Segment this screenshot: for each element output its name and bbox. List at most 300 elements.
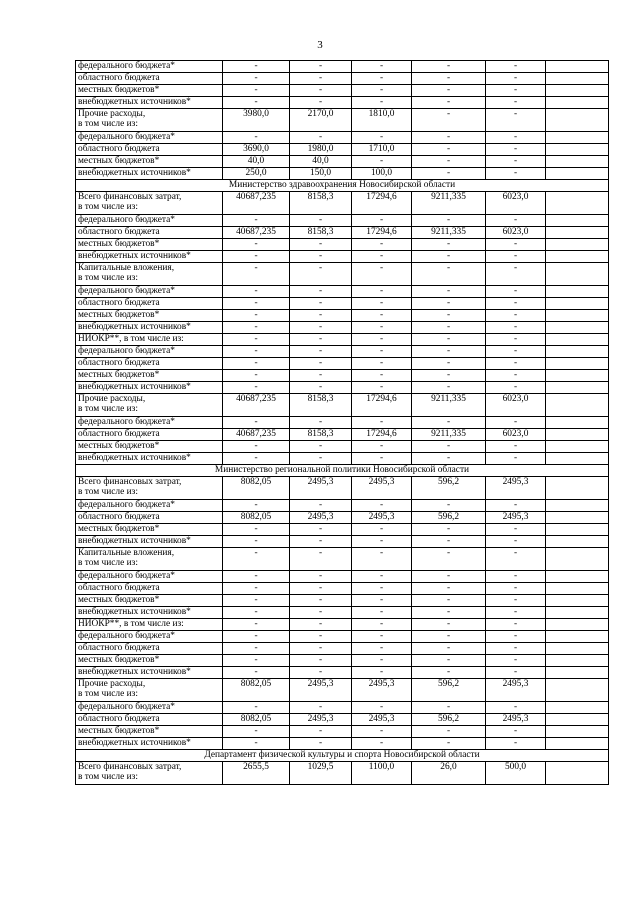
row-label-line: федерального бюджета*: [78, 702, 175, 712]
table-row: [76, 702, 609, 714]
value-cell: -: [352, 583, 412, 595]
value-cell: -: [290, 441, 352, 453]
value-cell: -: [223, 85, 290, 97]
value-cell: -: [223, 251, 290, 263]
value-cell: 1100,0: [352, 762, 412, 785]
value-cell: -: [412, 144, 486, 156]
value-cell: -: [223, 61, 290, 73]
row-label: [76, 144, 223, 156]
empty-cell: [546, 132, 609, 144]
value-cell: -: [290, 571, 352, 583]
value-cell: -: [352, 571, 412, 583]
value-cell: -: [486, 251, 546, 263]
row-label-line: Прочие расходы,: [78, 394, 146, 404]
row-label-line: областного бюджета: [78, 358, 160, 368]
table-row: [76, 655, 609, 667]
row-label: [76, 263, 223, 286]
value-cell: -: [223, 500, 290, 512]
value-cell: -: [223, 215, 290, 227]
value-cell: -: [352, 97, 412, 109]
value-cell: 596,2: [412, 477, 486, 500]
row-label: [76, 382, 223, 394]
empty-cell: [546, 168, 609, 180]
empty-cell: [546, 583, 609, 595]
row-label-line: в том числе из:: [78, 487, 138, 497]
value-cell: -: [223, 631, 290, 643]
value-cell: -: [486, 631, 546, 643]
row-label-line: в том числе из:: [78, 119, 138, 129]
value-cell: -: [412, 132, 486, 144]
row-label: [76, 239, 223, 251]
empty-cell: [546, 595, 609, 607]
row-label-line: внебюджетных источников*: [78, 168, 191, 178]
row-label: [76, 251, 223, 263]
value-cell: 2170,0: [290, 109, 352, 132]
value-cell: 40,0: [223, 156, 290, 168]
empty-cell: [546, 738, 609, 750]
value-cell: -: [352, 667, 412, 679]
row-label-line: местных бюджетов*: [78, 85, 160, 95]
value-cell: -: [486, 595, 546, 607]
empty-cell: [546, 263, 609, 286]
value-cell: -: [412, 251, 486, 263]
table-row: [76, 61, 609, 73]
value-cell: 500,0: [486, 762, 546, 785]
value-cell: -: [486, 441, 546, 453]
value-cell: -: [352, 358, 412, 370]
row-label-line: местных бюджетов*: [78, 524, 160, 534]
value-cell: -: [290, 310, 352, 322]
value-cell: -: [352, 655, 412, 667]
value-cell: -: [486, 619, 546, 631]
row-label-line: федерального бюджета*: [78, 215, 175, 225]
row-label-line: внебюджетных источников*: [78, 97, 191, 107]
value-cell: -: [223, 298, 290, 310]
row-label-line: в том числе из:: [78, 202, 138, 212]
empty-cell: [546, 762, 609, 785]
value-cell: -: [412, 97, 486, 109]
value-cell: -: [412, 441, 486, 453]
value-cell: -: [352, 298, 412, 310]
value-cell: -: [290, 370, 352, 382]
row-label: [76, 417, 223, 429]
value-cell: -: [412, 346, 486, 358]
value-cell: 2495,3: [290, 512, 352, 524]
value-cell: -: [486, 536, 546, 548]
value-cell: -: [290, 358, 352, 370]
value-cell: 8158,3: [290, 429, 352, 441]
table-row: [76, 512, 609, 524]
value-cell: -: [352, 417, 412, 429]
row-label-line: местных бюджетов*: [78, 655, 160, 665]
value-cell: 8158,3: [290, 192, 352, 215]
table-row: [76, 595, 609, 607]
row-label: [76, 667, 223, 679]
row-label: [76, 429, 223, 441]
value-cell: 9211,335: [412, 192, 486, 215]
empty-cell: [546, 571, 609, 583]
value-cell: -: [352, 536, 412, 548]
row-label: [76, 441, 223, 453]
table-row: [76, 298, 609, 310]
value-cell: -: [290, 215, 352, 227]
value-cell: 6023,0: [486, 192, 546, 215]
row-label-line: федерального бюджета*: [78, 500, 175, 510]
value-cell: -: [412, 667, 486, 679]
value-cell: 2495,3: [486, 477, 546, 500]
row-label: [76, 358, 223, 370]
table-row: [76, 239, 609, 251]
value-cell: -: [412, 61, 486, 73]
table-row: [76, 263, 609, 286]
empty-cell: [546, 441, 609, 453]
row-label-line: внебюджетных источников*: [78, 607, 191, 617]
row-label: [76, 524, 223, 536]
table-row: [76, 548, 609, 571]
value-cell: -: [352, 263, 412, 286]
value-cell: 40,0: [290, 156, 352, 168]
empty-cell: [546, 239, 609, 251]
value-cell: -: [486, 583, 546, 595]
empty-cell: [546, 192, 609, 215]
value-cell: -: [412, 109, 486, 132]
row-label-line: в том числе из:: [78, 558, 138, 568]
value-cell: -: [412, 85, 486, 97]
row-label-line: местных бюджетов*: [78, 370, 160, 380]
value-cell: -: [486, 548, 546, 571]
row-label-line: областного бюджета: [78, 73, 160, 83]
value-cell: -: [223, 239, 290, 251]
row-label: [76, 536, 223, 548]
row-label: [76, 631, 223, 643]
table-row: [76, 97, 609, 109]
table-row: [76, 286, 609, 298]
empty-cell: [546, 370, 609, 382]
row-label: [76, 702, 223, 714]
row-label: [76, 571, 223, 583]
value-cell: -: [290, 346, 352, 358]
value-cell: -: [290, 631, 352, 643]
empty-cell: [546, 417, 609, 429]
table-row: [76, 726, 609, 738]
table-row: [76, 227, 609, 239]
empty-cell: [546, 97, 609, 109]
value-cell: -: [223, 607, 290, 619]
value-cell: -: [290, 607, 352, 619]
row-label-line: областного бюджета: [78, 643, 160, 653]
empty-cell: [546, 524, 609, 536]
value-cell: -: [223, 738, 290, 750]
budget-table-body: [76, 61, 609, 785]
value-cell: -: [352, 500, 412, 512]
empty-cell: [546, 453, 609, 465]
value-cell: -: [412, 334, 486, 346]
value-cell: -: [223, 595, 290, 607]
value-cell: -: [290, 85, 352, 97]
value-cell: -: [290, 61, 352, 73]
value-cell: -: [412, 738, 486, 750]
value-cell: -: [352, 524, 412, 536]
row-label: [76, 512, 223, 524]
value-cell: -: [486, 298, 546, 310]
value-cell: -: [412, 548, 486, 571]
value-cell: -: [412, 643, 486, 655]
empty-cell: [546, 61, 609, 73]
value-cell: -: [290, 382, 352, 394]
value-cell: -: [412, 453, 486, 465]
value-cell: -: [486, 144, 546, 156]
table-row: [76, 370, 609, 382]
value-cell: -: [486, 263, 546, 286]
row-label-line: НИОКР**, в том числе из:: [78, 334, 184, 344]
value-cell: -: [486, 168, 546, 180]
row-label-line: НИОКР**, в том числе из:: [78, 619, 184, 629]
value-cell: -: [223, 548, 290, 571]
value-cell: 8082,05: [223, 477, 290, 500]
value-cell: -: [290, 286, 352, 298]
value-cell: -: [290, 298, 352, 310]
empty-cell: [546, 156, 609, 168]
row-label-line: областного бюджета: [78, 144, 160, 154]
empty-cell: [546, 619, 609, 631]
value-cell: -: [290, 263, 352, 286]
value-cell: -: [290, 73, 352, 85]
value-cell: -: [412, 726, 486, 738]
row-label-line: внебюджетных источников*: [78, 251, 191, 261]
empty-cell: [546, 73, 609, 85]
row-label: [76, 583, 223, 595]
value-cell: -: [486, 132, 546, 144]
value-cell: 1029,5: [290, 762, 352, 785]
row-label-line: местных бюджетов*: [78, 726, 160, 736]
value-cell: -: [412, 619, 486, 631]
value-cell: -: [412, 168, 486, 180]
value-cell: 8158,3: [290, 227, 352, 239]
value-cell: -: [290, 595, 352, 607]
value-cell: -: [486, 346, 546, 358]
value-cell: 596,2: [412, 679, 486, 702]
value-cell: 2495,3: [486, 512, 546, 524]
section-header-row: [76, 180, 609, 192]
value-cell: -: [223, 132, 290, 144]
value-cell: -: [352, 631, 412, 643]
empty-cell: [546, 548, 609, 571]
value-cell: -: [412, 382, 486, 394]
row-label-line: федерального бюджета*: [78, 417, 175, 427]
section-header-row: [76, 465, 609, 477]
value-cell: 2655,5: [223, 762, 290, 785]
empty-cell: [546, 286, 609, 298]
table-row: [76, 215, 609, 227]
row-label: [76, 607, 223, 619]
table-row: [76, 394, 609, 417]
value-cell: -: [486, 738, 546, 750]
row-label-line: внебюджетных источников*: [78, 382, 191, 392]
value-cell: -: [352, 215, 412, 227]
value-cell: -: [412, 239, 486, 251]
value-cell: 6023,0: [486, 429, 546, 441]
row-label-line: внебюджетных источников*: [78, 453, 191, 463]
table-row: [76, 571, 609, 583]
table-row: [76, 358, 609, 370]
empty-cell: [546, 394, 609, 417]
row-label: [76, 655, 223, 667]
row-label: [76, 168, 223, 180]
value-cell: -: [352, 239, 412, 251]
table-row: [76, 679, 609, 702]
empty-cell: [546, 109, 609, 132]
row-label-line: областного бюджета: [78, 227, 160, 237]
empty-cell: [546, 702, 609, 714]
value-cell: 2495,3: [352, 714, 412, 726]
value-cell: -: [223, 571, 290, 583]
table-row: [76, 429, 609, 441]
value-cell: -: [486, 382, 546, 394]
empty-cell: [546, 358, 609, 370]
row-label: [76, 227, 223, 239]
value-cell: -: [352, 286, 412, 298]
value-cell: -: [290, 667, 352, 679]
value-cell: 17294,6: [352, 192, 412, 215]
value-cell: -: [412, 215, 486, 227]
value-cell: -: [352, 73, 412, 85]
value-cell: 150,0: [290, 168, 352, 180]
row-label: [76, 726, 223, 738]
value-cell: 40687,235: [223, 192, 290, 215]
value-cell: -: [352, 607, 412, 619]
table-row: [76, 643, 609, 655]
row-label: [76, 762, 223, 785]
row-label-line: местных бюджетов*: [78, 239, 160, 249]
row-label: [76, 679, 223, 702]
value-cell: -: [352, 726, 412, 738]
value-cell: -: [290, 97, 352, 109]
row-label: [76, 215, 223, 227]
table-row: [76, 85, 609, 97]
value-cell: -: [486, 370, 546, 382]
empty-cell: [546, 298, 609, 310]
row-label: [76, 97, 223, 109]
value-cell: -: [352, 453, 412, 465]
empty-cell: [546, 85, 609, 97]
row-label: [76, 500, 223, 512]
row-label-line: местных бюджетов*: [78, 310, 160, 320]
value-cell: 2495,3: [352, 679, 412, 702]
value-cell: 6023,0: [486, 394, 546, 417]
row-label-line: Всего финансовых затрат,: [78, 192, 182, 202]
value-cell: -: [486, 97, 546, 109]
value-cell: -: [223, 358, 290, 370]
value-cell: 6023,0: [486, 227, 546, 239]
table-row: [76, 631, 609, 643]
value-cell: -: [290, 334, 352, 346]
value-cell: -: [352, 322, 412, 334]
row-label: [76, 477, 223, 500]
row-label: [76, 298, 223, 310]
value-cell: -: [412, 263, 486, 286]
value-cell: -: [412, 631, 486, 643]
row-label-line: областного бюджета: [78, 714, 160, 724]
value-cell: -: [223, 583, 290, 595]
value-cell: 40687,235: [223, 429, 290, 441]
empty-cell: [546, 322, 609, 334]
table-row: [76, 619, 609, 631]
value-cell: 26,0: [412, 762, 486, 785]
table-row: [76, 156, 609, 168]
table-row: [76, 500, 609, 512]
value-cell: -: [412, 298, 486, 310]
row-label: [76, 334, 223, 346]
value-cell: -: [352, 334, 412, 346]
value-cell: -: [412, 595, 486, 607]
value-cell: -: [486, 417, 546, 429]
row-label: [76, 286, 223, 298]
value-cell: -: [223, 382, 290, 394]
table-row: [76, 453, 609, 465]
value-cell: -: [486, 726, 546, 738]
value-cell: -: [290, 619, 352, 631]
row-label-line: федерального бюджета*: [78, 631, 175, 641]
value-cell: 17294,6: [352, 227, 412, 239]
row-label: [76, 738, 223, 750]
table-row: [76, 132, 609, 144]
value-cell: 8082,05: [223, 714, 290, 726]
value-cell: -: [486, 667, 546, 679]
value-cell: -: [486, 643, 546, 655]
value-cell: -: [486, 571, 546, 583]
value-cell: 596,2: [412, 714, 486, 726]
value-cell: -: [223, 536, 290, 548]
row-label-line: федерального бюджета*: [78, 132, 175, 142]
value-cell: -: [290, 548, 352, 571]
value-cell: -: [412, 655, 486, 667]
value-cell: -: [486, 702, 546, 714]
empty-cell: [546, 215, 609, 227]
value-cell: -: [486, 607, 546, 619]
value-cell: -: [352, 382, 412, 394]
row-label: [76, 132, 223, 144]
value-cell: -: [412, 417, 486, 429]
empty-cell: [546, 477, 609, 500]
row-label-line: федерального бюджета*: [78, 61, 175, 71]
value-cell: -: [412, 607, 486, 619]
row-label-line: в том числе из:: [78, 689, 138, 699]
value-cell: -: [223, 97, 290, 109]
value-cell: -: [223, 370, 290, 382]
value-cell: -: [290, 239, 352, 251]
value-cell: -: [290, 417, 352, 429]
row-label-line: Капитальные вложения,: [78, 548, 175, 558]
value-cell: -: [486, 310, 546, 322]
value-cell: 2495,3: [352, 512, 412, 524]
value-cell: -: [223, 453, 290, 465]
value-cell: 2495,3: [290, 679, 352, 702]
empty-cell: [546, 144, 609, 156]
value-cell: -: [352, 346, 412, 358]
value-cell: -: [486, 322, 546, 334]
row-label-line: внебюджетных источников*: [78, 738, 191, 748]
empty-cell: [546, 500, 609, 512]
value-cell: -: [486, 500, 546, 512]
table-row: [76, 144, 609, 156]
row-label-line: местных бюджетов*: [78, 595, 160, 605]
row-label: [76, 714, 223, 726]
row-label: [76, 322, 223, 334]
value-cell: -: [412, 524, 486, 536]
table-row: [76, 417, 609, 429]
row-label: [76, 192, 223, 215]
value-cell: -: [486, 286, 546, 298]
